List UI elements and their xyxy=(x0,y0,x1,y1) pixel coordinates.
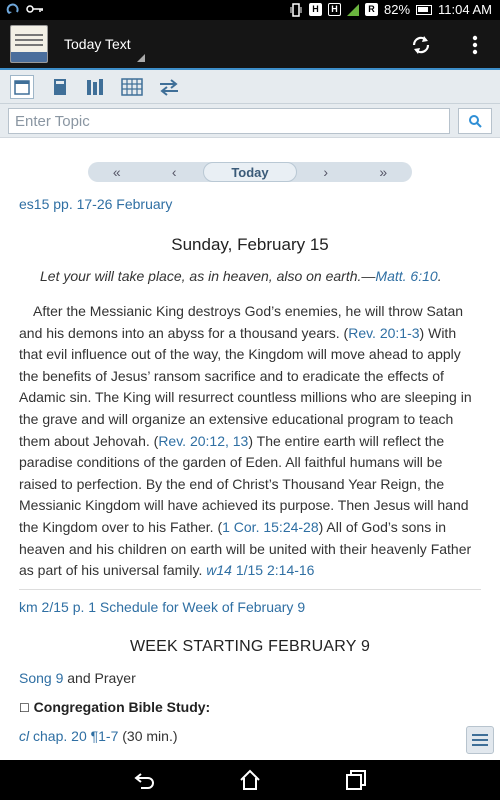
song-line xyxy=(19,670,136,686)
screen-title[interactable]: Today Text xyxy=(64,36,131,52)
bible-study-label: Congregation Bible Study: xyxy=(33,699,211,715)
back-icon[interactable] xyxy=(133,768,157,792)
daily-scripture xyxy=(40,268,442,284)
source-reference-link[interactable]: es15 pp. 17-26 February xyxy=(19,196,173,212)
status-bar xyxy=(0,0,500,20)
comment-text: After the Messianic King destroys God’s enemies, he will throw Satan and his demons into an abyss for a thousand years. ( xyxy=(19,303,464,341)
spinner-indicator-icon xyxy=(137,54,145,62)
week-heading: WEEK STARTING FEBRUARY 9 xyxy=(129,638,371,655)
topic-search-input[interactable] xyxy=(8,108,450,134)
comment-reference-link[interactable]: w14 xyxy=(206,562,232,579)
book-icon[interactable] xyxy=(48,75,72,99)
search-icon xyxy=(468,114,482,128)
publication-link[interactable]: cl xyxy=(19,728,30,744)
assignment-duration: (30 min.) xyxy=(118,728,178,744)
chapter-link[interactable]: chap. 20 ¶1-7 xyxy=(29,728,119,744)
comment-text: ) All of God’s sons in heaven and his children on earth will be united with their heavenly Father as part of his universal family. xyxy=(19,518,472,579)
scripture-text: Let your will take place, as in heaven, also on earth. xyxy=(40,268,362,284)
overflow-menu-icon[interactable] xyxy=(462,32,488,58)
bible-study-heading xyxy=(19,699,210,715)
comment-text: ) The entire earth will reflect the paradise conditions of the garden of Eden. All faithful humans will be raised to perfection. By the end of Christ’s Thousand Year Reign, the Messianic Kingdom will have achieved its purpose. Then Jesus will hand the Kingdom over to his Father. ( xyxy=(19,432,469,535)
r-roaming-icon: R xyxy=(365,3,378,16)
refresh-icon[interactable] xyxy=(408,32,434,58)
last-button[interactable]: » xyxy=(379,164,388,180)
system-nav-bar xyxy=(0,760,500,800)
study-assignment xyxy=(19,728,178,744)
key-icon xyxy=(26,3,44,15)
comment-text: ) With that evil influence out of the way, the Kingdom will move ahead to apply the benefits of Jesus’ ransom sacrifice and to eradicate the effects of Adamic sin. The King will resurrect countless millions who are sleeping in the grave and will organize an extensive educational program to teach them about Jehovah. ( xyxy=(19,324,472,449)
prev-button[interactable]: ‹ xyxy=(171,164,177,180)
comment-reference-link[interactable]: 1 Cor. 15:24-28 xyxy=(222,518,319,535)
content-area xyxy=(0,138,500,760)
swap-arrows-icon[interactable] xyxy=(157,75,181,99)
library-icon[interactable] xyxy=(84,75,108,99)
action-bar xyxy=(0,20,500,68)
sync-status-icon xyxy=(6,2,20,16)
signal-icon xyxy=(347,4,359,16)
app-logo-icon[interactable] xyxy=(10,25,48,63)
vibrate-icon xyxy=(289,3,303,17)
battery-percent: 82% xyxy=(384,2,411,17)
comment-reference-link[interactable]: 1/15 2:14-16 xyxy=(231,562,315,579)
daily-text-icon[interactable] xyxy=(10,75,34,99)
search-button[interactable] xyxy=(458,108,492,134)
h-icon: H xyxy=(328,3,341,16)
song-rest: and Prayer xyxy=(63,670,136,686)
date-heading: Sunday, February 15 xyxy=(171,235,329,254)
daily-comment xyxy=(19,301,481,582)
scripture-ref-link[interactable]: Matt. 6:10 xyxy=(375,268,438,284)
first-button[interactable]: « xyxy=(112,164,121,180)
checkbox-glyph: ☐ xyxy=(19,701,30,715)
scripture-dash: — xyxy=(361,268,376,284)
h-signal-icon: H xyxy=(309,3,322,16)
comment-reference-link[interactable]: Rev. 20:12, 13 xyxy=(158,432,249,449)
comment-reference-link[interactable]: Rev. 20:1-3 xyxy=(348,324,420,341)
search-bar xyxy=(0,104,500,138)
clock: 11:04 AM xyxy=(438,2,492,17)
recent-apps-icon[interactable] xyxy=(344,768,368,792)
schedule-reference-link[interactable]: km 2/15 p. 1 Schedule for Week of February 9 xyxy=(19,599,306,615)
menu-list-button[interactable] xyxy=(466,726,494,754)
section-divider xyxy=(19,589,481,590)
song-link[interactable]: Song 9 xyxy=(19,670,64,686)
view-toolbar xyxy=(0,70,500,104)
scripture-period: . xyxy=(437,268,442,284)
battery-icon xyxy=(416,5,432,15)
date-navigation xyxy=(88,162,412,182)
home-icon[interactable] xyxy=(238,768,262,792)
calendar-grid-icon[interactable] xyxy=(120,75,144,99)
next-button[interactable]: › xyxy=(323,164,329,180)
today-button[interactable]: Today xyxy=(203,162,297,182)
